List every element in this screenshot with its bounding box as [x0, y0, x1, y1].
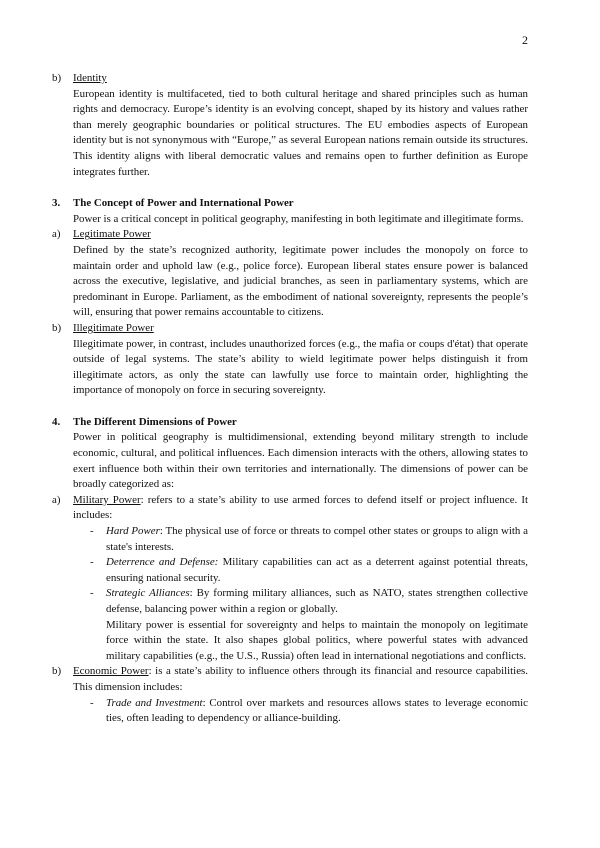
legitimate-power-body: Defined by the state’s recognized authority, legitimate power includes the monopoly on force to maintain order and uphold law (e.g., police force). European liberal states ensure power is balanced across the executive, legislative, and judicial branches, as seen in parliamentary systems, which are predominant in Europe. Parliament, as the embodiment of national sovereignty, represents the people’s will, ensuring that power remains accountable to citizens.: [73, 243, 528, 319]
legitimate-power-heading-line: [52, 227, 528, 243]
economic-power-text: : is a state’s ability to influence others through its financial and resource capabilities. This dimension includes:: [73, 665, 529, 693]
section-4-intro: Power in political geography is multidimensional, extending beyond military strength to include economic, cultural, and political influences. Each dimension interacts with the others, allowing states to exert influence both within their own territories and internationally. The dimensions of power can be broadly categorized as:: [73, 431, 528, 491]
section-3-title-line: [52, 196, 528, 212]
list-item-text: : Control over markets and resources allows states to leverage economic ties, often leading to dependency or alliance-building.: [106, 696, 529, 725]
identity-heading: Identity: [73, 72, 107, 84]
section-4-title-line: [52, 415, 528, 431]
illegitimate-power-heading-line: [52, 321, 528, 337]
economic-power-paragraph: [52, 664, 528, 695]
section-number: 3.: [52, 197, 61, 210]
list-item-term: Hard Power: [106, 525, 160, 538]
list-marker: b): [52, 665, 62, 678]
list-item: - Deterrence and Defense: Military capabilities can act as a deterrent against potential threats, ensuring national security.: [90, 556, 528, 584]
list-item-text: : By forming military alliances, such as NATO, states strengthen collective defense, balancing power within a region or globally.: [106, 587, 528, 615]
list-item-term: Trade and Investment: [106, 696, 203, 709]
military-power-followup: Military power is essential for sovereignty and helps to maintain the monopoly on legitimate force within the state. It also shapes global politics, where powerful states with advanced military capabilities (e.g., the U.S., Russia) often lead in international negotiations and conflicts.: [106, 618, 528, 662]
legitimate-power-heading: Legitimate Power: [73, 228, 151, 241]
list-item-text: Military capabilities can act as a deterrent against potential threats, ensuring national security.: [106, 556, 528, 584]
page-number: 2: [522, 33, 528, 47]
section-3-title: The Concept of Power and International Power: [73, 197, 294, 210]
list-marker: a): [52, 228, 61, 241]
illegitimate-power-heading: Illegitimate Power: [73, 321, 154, 334]
list-item-term: Strategic Alliances: [106, 587, 190, 600]
list-item-term: Deterrence and Defense:: [106, 556, 219, 569]
document-body: [52, 71, 528, 727]
list-marker: a): [52, 493, 61, 506]
section-4-title: The Different Dimensions of Power: [73, 415, 237, 428]
list-marker: b): [52, 72, 62, 84]
illegitimate-power-body: Illegitimate power, in contrast, includes unauthorized forces (e.g., the mafia or coups d'état) that operate outside of legal systems. The state’s ability to wield legitimate power helps distinguish it from illegitimate actors, as only the state can lawfully use force to maintain order, highlighting the importance of monopoly on force in securing sovereignty.: [73, 337, 528, 397]
military-power-text: : refers to a state’s ability to use armed forces to defend itself or project influence. It includes:: [73, 493, 528, 522]
list-item: - Strategic Alliances: By forming military alliances, such as NATO, states strengthen collective defense, balancing power within a region or globally.: [90, 587, 528, 615]
section-number: 4.: [52, 415, 61, 428]
economic-power-heading: Economic Power: [73, 665, 149, 678]
list-item-text: : The physical use of force or threats to compel other states or groups to align with a state's interests.: [106, 525, 529, 553]
list-item: - Trade and Investment: Control over markets and resources allows states to leverage economic ties, often leading to dependency or alliance-building.: [90, 696, 529, 725]
military-power-heading: Military Power: [73, 493, 141, 506]
military-power-paragraph: [52, 493, 528, 524]
identity-body: European identity is multifaceted, tied to both cultural heritage and shared principles such as human rights and democracy. Europe’s identity is an evolving concept, shaped by its history and values rather than merely geographic boundaries or political structures. The EU embodies aspects of European identity but is not synonymous with “Europe,” as several European nations remain outside its structures. This identity aligns with liberal democratic values and remains open to further definition as Europe integrates further.: [73, 87, 528, 178]
list-marker: b): [52, 321, 62, 334]
list-item: - Hard Power: The physical use of force or threats to compel other states or groups to align with a state's interests.: [90, 525, 529, 553]
identity-heading-line: [52, 71, 528, 87]
section-3-intro: Power is a critical concept in political geography, manifesting in both legitimate and illegitimate forms.: [73, 212, 524, 225]
